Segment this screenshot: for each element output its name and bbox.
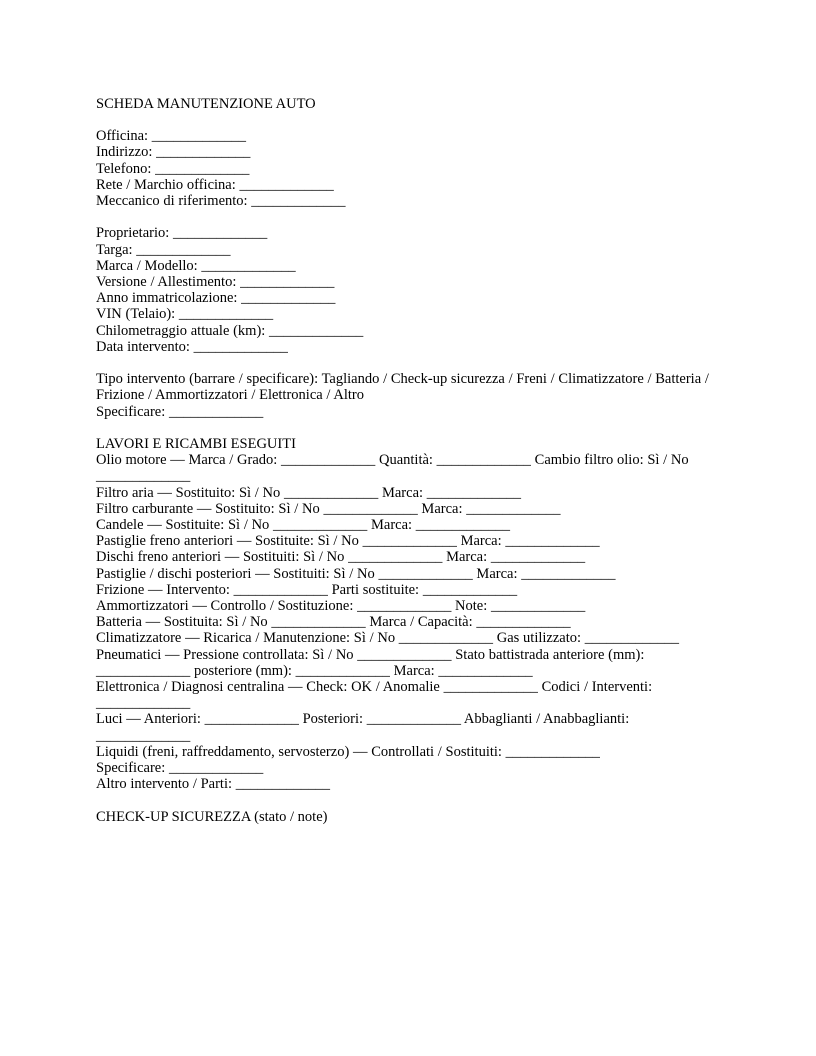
works-and-parts-block (96, 436, 716, 792)
section-heading-works: LAVORI E RICAMBI ESEGUITI (96, 436, 296, 453)
form-line: Indirizzo: _____________ (96, 144, 251, 161)
form-line: Liquidi (freni, raffreddamento, servosterzo) — Controllati / Sostituiti: _____________ (96, 743, 600, 760)
form-line: Luci — Anteriori: _____________ Posteriori: _____________ Abbaglianti / Anabbaglianti: _____________ (96, 711, 630, 744)
vehicle-info-block (96, 225, 716, 355)
form-line: Targa: _____________ (96, 241, 231, 258)
form-line: Proprietario: _____________ (96, 225, 268, 242)
form-line: Data intervento: _____________ (96, 338, 288, 355)
form-line: Filtro carburante — Sostituito: Sì / No _____________ Marca: _____________ (96, 500, 561, 517)
form-line: Frizione — Intervento: _____________ Parti sostituite: _____________ (96, 581, 518, 598)
form-line: Meccanico di riferimento: _____________ (96, 193, 346, 210)
section-heading-safety: CHECK-UP SICUREZZA (stato / note) (96, 808, 328, 825)
form-line: Candele — Sostituite: Sì / No _____________ Marca: _____________ (96, 517, 511, 534)
form-line: Ammortizzatori — Controllo / Sostituzione: _____________ Note: _____________ (96, 598, 586, 615)
form-line: Climatizzatore — Ricarica / Manutenzione: Sì / No _____________ Gas utilizzato: _____________ (96, 630, 679, 647)
form-line: Rete / Marchio officina: _____________ (96, 176, 334, 193)
form-line: Versione / Allestimento: _____________ (96, 274, 335, 291)
form-line: Pastiglie / dischi posteriori — Sostituiti: Sì / No _____________ Marca: _____________ (96, 565, 616, 582)
form-line: Filtro aria — Sostituito: Sì / No _____________ Marca: _____________ (96, 484, 522, 501)
form-line: Pastiglie freno anteriori — Sostituite: Sì / No _____________ Marca: _____________ (96, 533, 600, 550)
form-line: Specificare: _____________ (96, 760, 264, 777)
form-line: Specificare: _____________ (96, 403, 264, 420)
page-title: SCHEDA MANUTENZIONE AUTO (96, 96, 316, 112)
form-line: Tipo intervento (barrare / specificare): Tagliando / Check-up sicurezza / Freni / Climatizzatore / Batteria / Frizione / Ammortizzatori / Elettronica / Altro (96, 371, 709, 404)
form-line: Telefono: _____________ (96, 160, 250, 177)
form-line: Pneumatici — Pressione controllata: Sì / No _____________ Stato battistrada anteriore (mm): _____________ posteriore (mm): _____________ Marca: _____________ (96, 646, 645, 679)
form-line: Elettronica / Diagnosi centralina — Check: OK / Anomalie _____________ Codici / Interventi: _____________ (96, 679, 653, 712)
form-line: Batteria — Sostituita: Sì / No _____________ Marca / Capacità: _____________ (96, 614, 571, 631)
form-line: Marca / Modello: _____________ (96, 257, 296, 274)
form-line: Dischi freno anteriori — Sostituiti: Sì / No _____________ Marca: _____________ (96, 549, 586, 566)
form-line: Olio motore — Marca / Grado: _____________ Quantità: _____________ Cambio filtro olio: Sì / No _____________ (96, 452, 689, 485)
safety-checkup-block (96, 809, 716, 825)
workshop-info-block (96, 128, 716, 209)
form-line: Officina: _____________ (96, 128, 247, 145)
form-line: Anno immatricolazione: _____________ (96, 290, 336, 307)
intervention-type-block (96, 371, 716, 420)
form-line: VIN (Telaio): _____________ (96, 306, 274, 323)
form-line: Altro intervento / Parti: _____________ (96, 776, 330, 793)
form-line: Chilometraggio attuale (km): _____________ (96, 322, 364, 339)
